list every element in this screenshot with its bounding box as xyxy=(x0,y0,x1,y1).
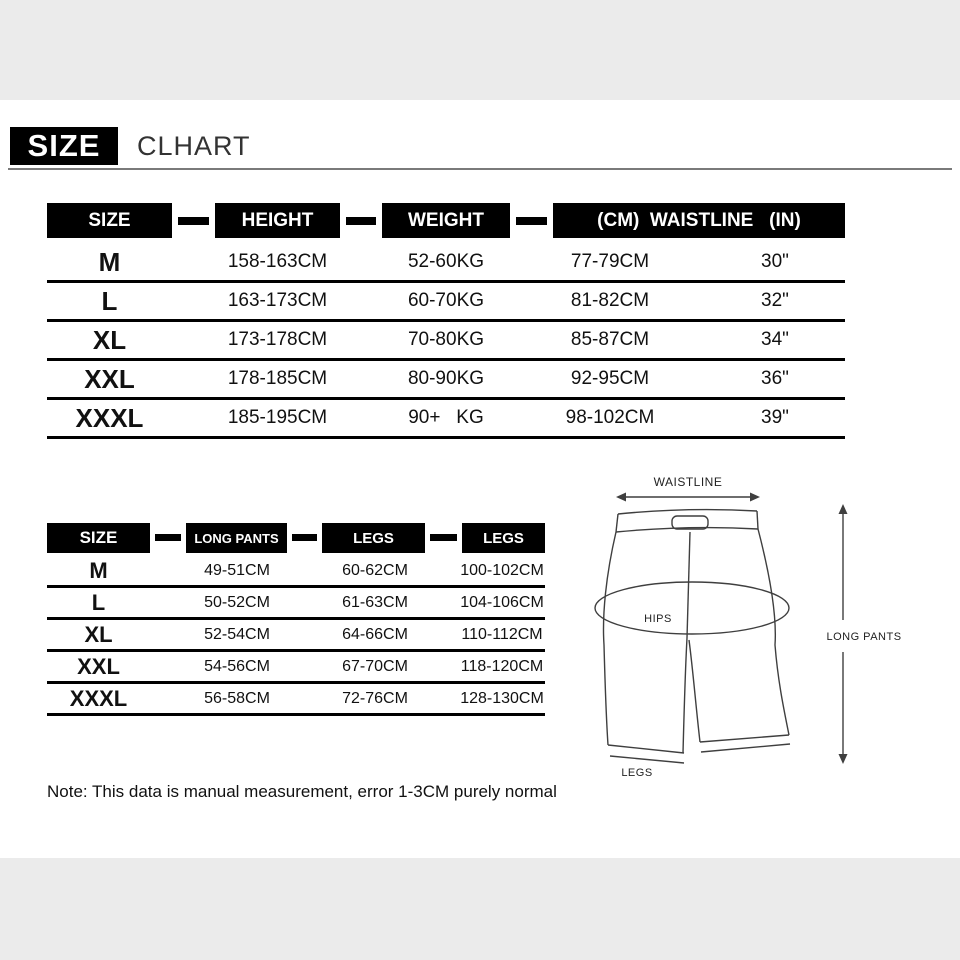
legs2-cell: 118-120CM xyxy=(460,657,544,675)
shorts-measurement-diagram xyxy=(590,470,920,780)
table-row xyxy=(47,283,845,322)
legs1-cell: 64-66CM xyxy=(342,625,408,643)
height-cell: 173-178CM xyxy=(227,329,328,350)
legs2-cell: 128-130CM xyxy=(460,689,544,707)
waist-cm-cell: 98-102CM xyxy=(565,407,655,428)
measurement-note: Note: This data is manual measurement, error 1-3CM purely normal xyxy=(47,782,557,801)
top-gray-band xyxy=(0,0,960,100)
long-pants-cell: 54-56CM xyxy=(204,657,270,675)
col-header-height: HEIGHT xyxy=(215,203,340,238)
size-cell: XXL xyxy=(84,363,135,394)
table-row xyxy=(47,684,545,716)
header-connector xyxy=(516,217,547,225)
weight-cell: 80-90KG xyxy=(407,368,485,389)
table-row xyxy=(47,361,845,400)
table-row xyxy=(47,620,545,652)
pants-size-table xyxy=(47,523,545,716)
legs1-cell: 60-62CM xyxy=(342,561,408,579)
size-badge: SIZE xyxy=(10,127,118,165)
size-cell: XL xyxy=(92,324,127,355)
long-pants-cell: 49-51CM xyxy=(204,561,270,579)
header-connector xyxy=(346,217,376,225)
height-cell: 163-173CM xyxy=(227,290,328,311)
waist-in-cell: 39" xyxy=(761,407,789,428)
pants-size-table-header xyxy=(47,523,545,553)
body-size-table-rows xyxy=(47,244,845,439)
height-cell: 185-195CM xyxy=(227,407,328,428)
long-pants-cell: 56-58CM xyxy=(204,689,270,707)
legs2-cell: 104-106CM xyxy=(460,593,544,611)
col-header-size: SIZE xyxy=(47,523,150,553)
waist-cm-cell: 77-79CM xyxy=(570,251,650,272)
header-divider xyxy=(8,168,952,170)
size-cell: XXXL xyxy=(69,685,128,711)
long-pants-cell: 52-54CM xyxy=(204,625,270,643)
header-connector xyxy=(178,217,209,225)
page-title: CLHART xyxy=(137,131,251,161)
table-row xyxy=(47,556,545,588)
col-header-waistline: (CM) WAISTLINE (IN) xyxy=(553,203,845,238)
header-connector xyxy=(430,534,457,541)
weight-cell: 70-80KG xyxy=(407,329,485,350)
waist-in-cell: 34" xyxy=(761,329,789,350)
col-header-legs-2: LEGS xyxy=(462,523,545,553)
col-header-legs-1: LEGS xyxy=(322,523,425,553)
legs-label: LEGS xyxy=(621,767,653,779)
waist-in-cell: 32" xyxy=(761,290,789,311)
legs2-cell: 110-112CM xyxy=(461,625,543,643)
height-cell: 158-163CM xyxy=(227,251,328,272)
size-cell: XXXL xyxy=(75,402,144,433)
col-header-weight: WEIGHT xyxy=(382,203,510,238)
weight-cell: 60-70KG xyxy=(407,290,485,311)
table-row xyxy=(47,322,845,361)
waist-cm-cell: 92-95CM xyxy=(570,368,650,389)
size-cell: M xyxy=(98,246,121,277)
hips-label: HIPS xyxy=(644,613,672,625)
legs1-cell: 67-70CM xyxy=(342,657,408,675)
waist-cm-cell: 85-87CM xyxy=(570,329,650,350)
legs2-cell: 100-102CM xyxy=(460,561,544,579)
header-connector xyxy=(292,534,317,541)
table-row xyxy=(47,244,845,283)
size-cell: L xyxy=(101,285,118,316)
legs1-cell: 61-63CM xyxy=(342,593,408,611)
waistline-label: WAISTLINE xyxy=(653,475,723,489)
col-header-long-pants: LONG PANTS xyxy=(186,523,287,553)
long-pants-cell: 50-52CM xyxy=(204,593,270,611)
col-header-size: SIZE xyxy=(47,203,172,238)
legs1-cell: 72-76CM xyxy=(342,689,408,707)
body-size-table-header xyxy=(47,203,845,238)
waist-in-cell: 30" xyxy=(761,251,789,272)
pants-size-table-rows xyxy=(47,556,545,716)
height-cell: 178-185CM xyxy=(227,368,328,389)
table-row xyxy=(47,652,545,684)
shorts-drawing xyxy=(590,470,920,780)
waist-in-cell: 36" xyxy=(761,368,789,389)
size-cell: L xyxy=(91,589,106,615)
header-connector xyxy=(155,534,181,541)
size-cell: XL xyxy=(84,621,113,647)
weight-cell: 90+ KG xyxy=(408,407,484,428)
long-pants-label: LONG PANTS xyxy=(826,631,902,643)
bottom-gray-band xyxy=(0,858,960,960)
table-row xyxy=(47,588,545,620)
waist-cm-cell: 81-82CM xyxy=(570,290,650,311)
body-size-table xyxy=(47,203,845,439)
weight-cell: 52-60KG xyxy=(407,251,485,272)
size-cell: M xyxy=(89,557,108,583)
table-row xyxy=(47,400,845,439)
size-cell: XXL xyxy=(77,653,120,679)
